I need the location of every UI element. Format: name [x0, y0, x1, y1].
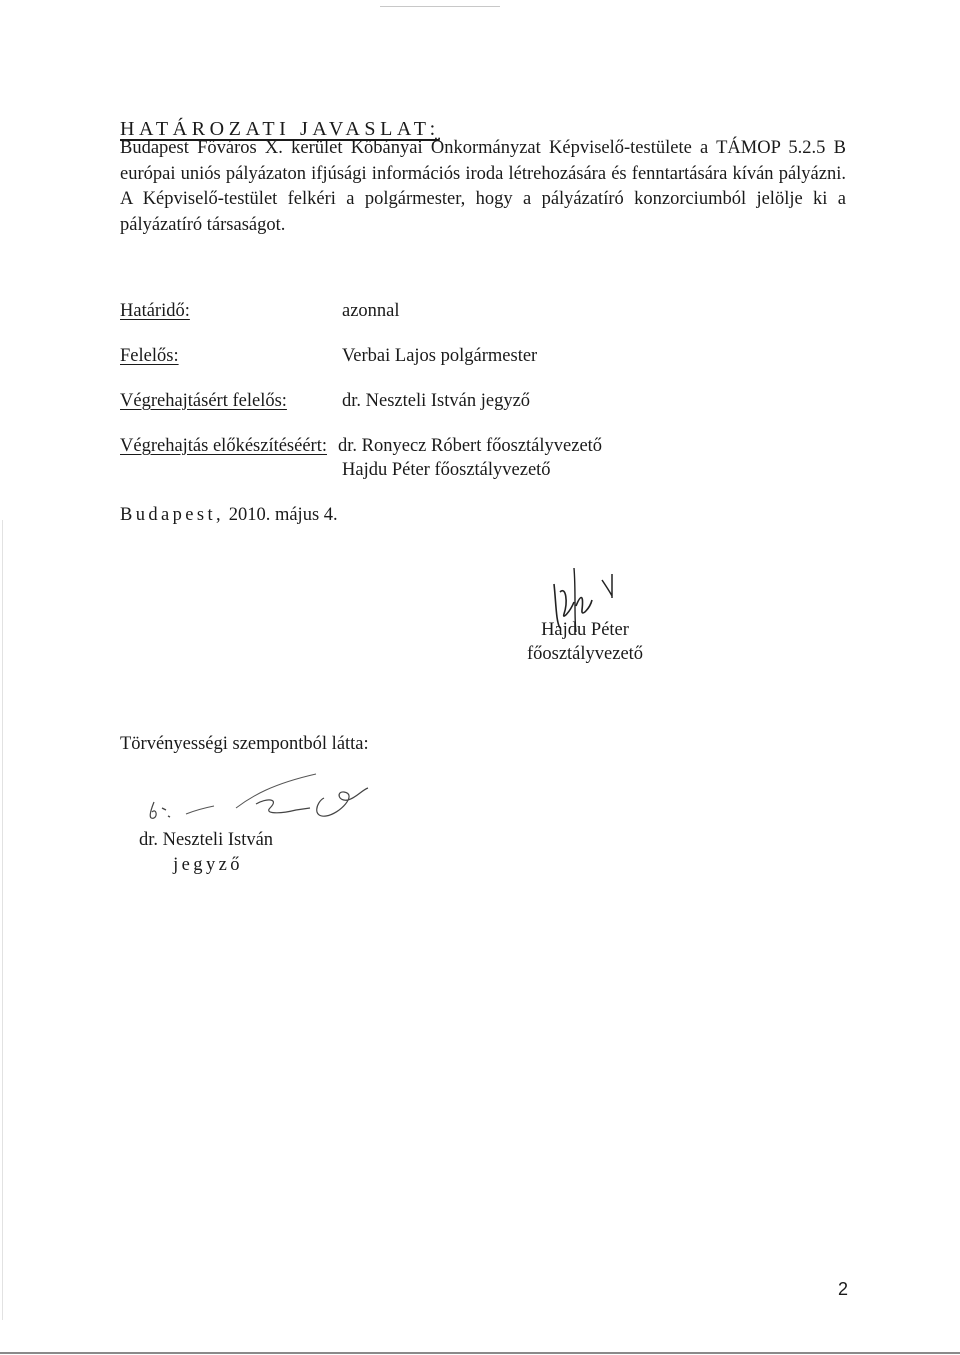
deadline-label: Határidő: [120, 301, 190, 321]
signer1-name: Hajdu Péter [541, 620, 629, 640]
preparation-value-2: Hajdu Péter főosztályvezető [342, 460, 551, 480]
signature-neszteli [140, 768, 380, 834]
responsible-label: Felelős: [120, 346, 179, 366]
deadline-value: azonnal [342, 301, 400, 321]
page-number: 2 [838, 1279, 849, 1299]
scan-edge-top [380, 6, 500, 7]
preparation-label: Végrehajtás előkészítéséért: [120, 436, 327, 456]
place: Budapest, [120, 505, 225, 525]
resolution-text: Budapest Főváros X. kerület Kőbányai Önkormányzat Képviselő-testülete a TÁMOP 5.2.5 B európai uniós pályázaton ifjúsági információs iroda létrehozására és fenntartására kíván pályázni. A Képviselő-testület felkéri a polgármester, hogy a pályázatíró konzorciumból jelölje ki a pályázatíró társaságot. [120, 138, 846, 235]
place-date-line [120, 505, 338, 526]
responsible-value: Verbai Lajos polgármester [342, 346, 538, 366]
signer1-role: főosztályvezető [526, 644, 644, 664]
date: 2010. május 4. [228, 505, 338, 525]
scan-edge-bottom [0, 1352, 960, 1354]
signer2-name: dr. Neszteli István [138, 830, 274, 850]
scan-edge-left [2, 520, 3, 1320]
legal-review-label: Törvényességi szempontból látta: [120, 734, 369, 754]
preparation-value-1: dr. Ronyecz Róbert főosztályvezető [338, 436, 603, 456]
signer2-role: jegyző [173, 855, 243, 875]
execution-responsible-label: Végrehajtásért felelős: [120, 391, 287, 411]
execution-responsible-value: dr. Neszteli István jegyző [342, 391, 531, 411]
document-title: HATÁROZATI JAVASLAT: [120, 118, 440, 140]
